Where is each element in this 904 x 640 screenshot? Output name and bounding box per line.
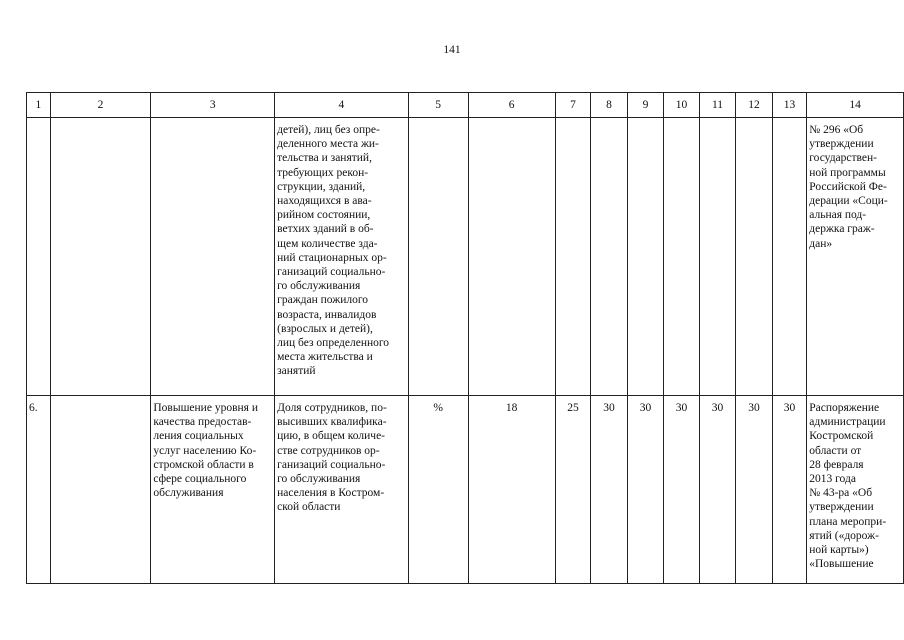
column-header: 11 (699, 93, 735, 118)
task-cell (151, 118, 275, 396)
column-header: 8 (591, 93, 627, 118)
value-cell: 30 (627, 396, 663, 584)
value-cell: 30 (699, 396, 735, 584)
value-cell: 25 (555, 396, 591, 584)
row-number-cell: 6. (27, 396, 51, 584)
column-header: 4 (275, 93, 409, 118)
column-header: 12 (736, 93, 772, 118)
source-cell: Распоряжение администрации Костромской области от 28 февраля 2013 года № 43-ра «Об утверждении плана меропри- ятий («дорож- ной карты») «Повышение (807, 396, 904, 584)
table-row (27, 396, 904, 584)
column-header: 7 (555, 93, 591, 118)
indicator-cell: Доля сотрудников, по- высивших квалифика- цию, в общем количе- стве сотрудников ор- ганизаций социально- го обслуживания населения в Костром- ской области (275, 396, 409, 584)
column-header: 13 (772, 93, 807, 118)
table-header-row (27, 93, 904, 118)
value-cell: 30 (736, 396, 772, 584)
task-cell: Повышение уровня и качества предостав- ления социальных услуг населению Ко- стромской области в сфере социального обслуживания (151, 396, 275, 584)
value-cell (627, 118, 663, 396)
unit-cell: % (408, 396, 468, 584)
value-cell: 30 (591, 396, 627, 584)
unit-cell (408, 118, 468, 396)
page-number: 141 (443, 44, 461, 56)
value-cell: 30 (664, 396, 700, 584)
value-cell (772, 118, 807, 396)
value-cell (664, 118, 700, 396)
table-cell (50, 396, 151, 584)
indicator-cell: детей), лиц без опре- деленного места жи- тельства и занятий, требующих рекон- струкции, зданий, находящихся в ава- рийном состоянии, ветхих зданий в об- щем количестве зда- ний стационарных ор- ганизаций социально- го обслуживания граждан пожилого возраста, инвалидов (взрослых и детей), лиц без определенного места жительства и занятий (275, 118, 409, 396)
column-header: 3 (151, 93, 275, 118)
value-cell (468, 118, 555, 396)
row-number-cell (27, 118, 51, 396)
value-cell (555, 118, 591, 396)
column-header: 14 (807, 93, 904, 118)
data-table (26, 92, 904, 584)
table-row (27, 118, 904, 396)
value-cell (736, 118, 772, 396)
value-cell: 18 (468, 396, 555, 584)
value-cell: 30 (772, 396, 807, 584)
column-header: 9 (627, 93, 663, 118)
column-header: 10 (664, 93, 700, 118)
column-header: 1 (27, 93, 51, 118)
value-cell (699, 118, 735, 396)
column-header: 5 (408, 93, 468, 118)
source-cell: № 296 «Об утверждении государствен- ной программы Российской Фе- дерации «Соци- альная под- держка граж- дан» (807, 118, 904, 396)
value-cell (591, 118, 627, 396)
column-header: 2 (50, 93, 151, 118)
column-header: 6 (468, 93, 555, 118)
table-cell (50, 118, 151, 396)
